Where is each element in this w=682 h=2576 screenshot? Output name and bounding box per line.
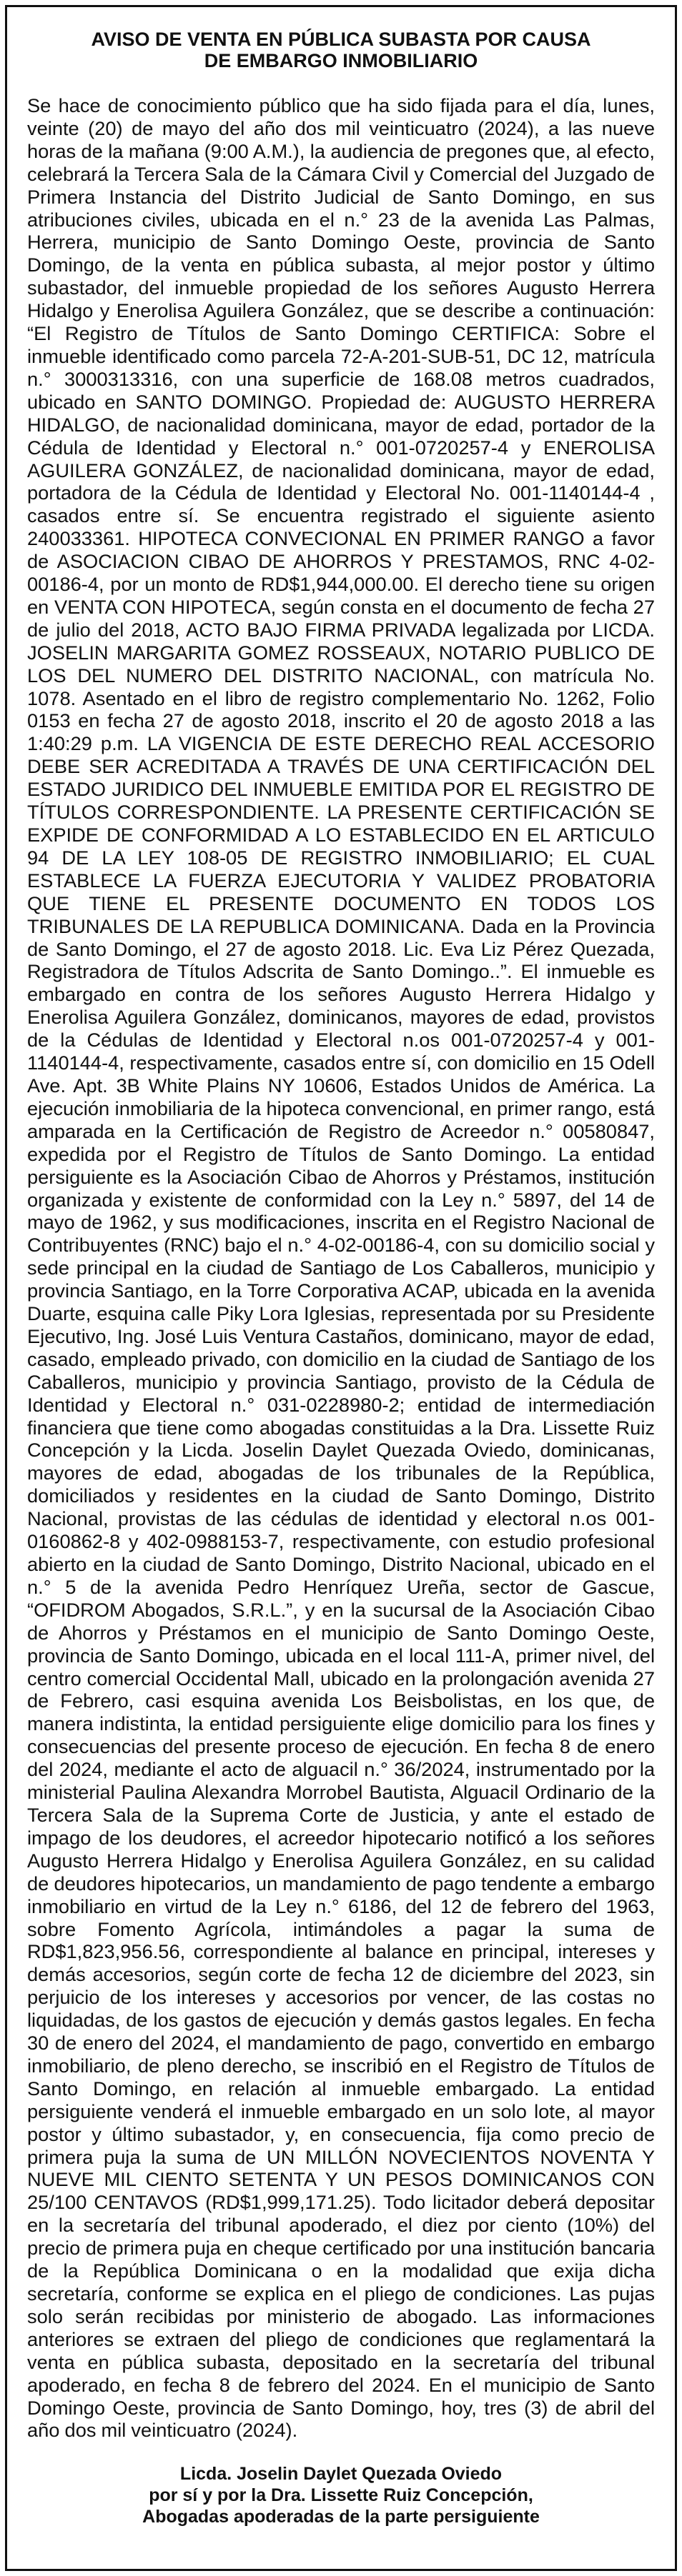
notice-body-text: Se hace de conocimiento público que ha sido fijada para el día, lunes, veinte (20) de mayo del año dos mil veinticuatro (2024), a las nueve horas de la mañana (9:00 A.M.), la audiencia de pregones que, al efecto, celebrará la Tercera Sala de la Cámara Civil y Comercial del Juzgado de Primera Instancia del Distrito Judicial de Santo Domingo, en sus atribuciones civiles, ubicada en el n.° 23 de la avenida Las Palmas, Herrera, municipio de Santo Domingo Oeste, provincia de Santo Domingo, de la venta en pública subasta, al mejor postor y último subastador, del inmueble propiedad de los señores Augusto Herrera Hidalgo y Enerolisa Aguilera González, que se describe a continuación: “El Registro de Títulos de Santo Domingo CERTIFICA: Sobre el inmueble identificado como parcela 72-A-201-SUB-51, DC 12, matrícula n.° 3000313316, con una superficie de 168.08 metros cuadrados, ubicado en SANTO DOMINGO. Propiedad de: AUGUSTO HERRERA HIDALGO, de nacionalidad dominicana, mayor de edad, portador de la Cédula de Identidad y Electoral n.° 001-0720257-4 y ENEROLISA AGUILERA GONZÁLEZ, de nacionalidad dominicana, mayor de edad, portadora de la Cédula de Identidad y Electoral No. 001-1140144-4 , casados entre sí. Se encuentra registrado el siguiente asiento 240033361. HIPOTECA CONVECIONAL EN PRIMER RANGO a favor de ASOCIACION CIBAO DE AHORROS Y PRESTAMOS, RNC 4-02-00186-4, por un monto de RD$1,944,000.00. El derecho tiene su origen en VENTA CON HIPOTECA, según consta en el documento de fecha 27 de julio del 2018, ACTO BAJO FIRMA PRIVADA legalizada por LICDA. JOSELIN MARGARITA GOMEZ ROSSEAUX, NOTARIO PUBLICO DE LOS DEL NUMERO DEL DISTRITO NACIONAL, con matrícula No. 1078. Asentado en el libro de registro complementario No. 1262, Folio 0153 en fecha 27 de agosto 2018, inscrito el 20 de agosto 2018 a las 1:40:29 p.m. LA VIGENCIA DE ESTE DERECHO REAL ACCESORIO DEBE SER ACREDITADA A TRAVÉS DE UNA CERTIFICACIÓN DEL ESTADO JURIDICO DEL INMUEBLE EMITIDA POR EL REGISTRO DE TÍTULOS CORRESPONDIENTE. LA PRESENTE CERTIFICACIÓN SE EXPIDE DE CONFORMIDAD A LO ESTABLECIDO EN EL ARTICULO 94 DE LA LEY 108-05 DE REGISTRO INMOBILIARIO; EL CUAL ESTABLECE LA FUERZA EJECUTORIA Y VALIDEZ PROBATORIA QUE TIENE EL PRESENTE DOCUMENTO EN TODOS LOS TRIBUNALES DE LA REPUBLICA DOMINICANA. Dada en la Provincia de Santo Domingo, el 27 de agosto 2018. Lic. Eva Liz Pérez Quezada, Registradora de Títulos Adscrita de Santo Domingo..”. El inmueble es embargado en contra de los señores Augusto Herrera Hidalgo y Enerolisa Aguilera González, dominicanos, mayores de edad, provistos de la Cédulas de Identidad y Electoral n.os 001-0720257-4 y 001-1140144-4, respectivamente, casados entre sí, con domicilio en 15 Odell Ave. Apt. 3B White Plains NY 10606, Estados Unidos de América. La ejecución inmobiliaria de la hipoteca convencional, en primer rango, está amparada en la Certificación de Registro de Acreedor n.° 00580847, expedida por el Registro de Títulos de Santo Domingo. La entidad persiguiente es la Asociación Cibao de Ahorros y Préstamos, institución organizada y existente de conformidad con la Ley n.° 5897, del 14 de mayo de 1962, y sus modificaciones, inscrita en el Registro Nacional de Contribuyentes (RNC) bajo el n.° 4-02-00186-4, con su domicilio social y sede principal en la ciudad de Santiago de Los Caballeros, municipio y provincia Santiago, en la Torre Corporativa ACAP, ubicada en la avenida Duarte, esquina calle Piky Lora Iglesias, representada por su Presidente Ejecutivo, Ing. José Luis Ventura Castaños, dominicano, mayor de edad, casado, empleado privado, con domicilio en la ciudad de Santiago de los Caballeros, municipio y provincia Santiago, provisto de la Cédula de Identidad y Electoral n.° 031-0228980-2; entidad de intermediación financiera que tiene como abogadas constituidas a la Dra. Lissette Ruiz Concepción y la Licda. Joselin Daylet Quezada Oviedo, dominicanas, mayores de edad, abogadas de los tribunales de la República, domiciliados y residentes en la ciudad de Santo Domingo, Distrito Nacional, provistas de las cédulas de identidad y electoral n.os 001-0160862-8 y 402-0988153-7, respectivamente, con estudio profesional abierto en la ciudad de Santo Domingo, Distrito Nacional, ubicado en el n.° 5 de la avenida Pedro Henríquez Ureña, sector de Gascue, “OFIDROM Abogados, S.R.L.”, y en la sucursal de la Asociación Cibao de Ahorros y Préstamos en el municipio de Santo Domingo Oeste, provincia de Santo Domingo, ubicada en el local 111-A, primer nivel, del centro comercial Occidental Mall, ubicado en la prolongación avenida 27 de Febrero, casi esquina avenida Los Beisbolistas, en los que, de manera indistinta, la entidad persiguiente elige domicilio para los fines y consecuencias del presente proceso de ejecución. En fecha 8 de enero del 2024, mediante el acto de alguacil n.° 36/2024, instrumentado por la ministerial Paulina Alexandra Morrobel Bautista, Alguacil Ordinario de la Tercera Sala de la Suprema Corte de Justicia, y ante el estado de impago de los deudores, el acreedor hipotecario notificó a los señores Augusto Herrera Hidalgo y Enerolisa Aguilera González, en su calidad de deudores hipotecarios, un mandamiento de pago tendente a embargo inmobiliario en virtud de la Ley n.° 6186, del 12 de febrero del 1963, sobre Fomento Agrícola, intimándoles a pagar la suma de RD$1,823,956.56, correspondiente al balance en principal, intereses y demás accesorios, según corte de fecha 12 de diciembre del 2023, sin perjuicio de los intereses y accesorios por vencer, de las costas no liquidadas, de los gastos de ejecución y demás gastos legales. En fecha 30 de enero del 2024, el mandamiento de pago, convertido en embargo inmobiliario, de pleno derecho, se inscribió en el Registro de Títulos de Santo Domingo, en relación al inmueble embargado. La entidad persiguiente venderá el inmueble embargado en un solo lote, al mayor postor y último subastador, y, en consecuencia, fija como precio de primera puja la suma de UN MILLÓN NOVECIENTOS NOVENTA Y NUEVE MIL CIENTO SETENTA Y UN PESOS DOMINICANOS CON 25/100 CENTAVOS (RD$1,999,171.25). Todo licitador deberá depositar en la secretaría del tribunal apoderado, el diez por ciento (10%) del precio de primera puja en cheque certificado por una institución bancaria de la República Dominicana o en la modalidad que exija dicha secretaría, conforme se explica en el pliego de condiciones. Las pujas solo serán recibidas por ministerio de abogado. Las informaciones anteriores se extraen del pliego de condiciones que reglamentará la venta en pública subasta, depositado en la secretaría del tribunal apoderado, en fecha 8 de febrero del 2024. En el municipio de Santo Domingo Oeste, provincia de Santo Domingo, hoy, tres (3) de abril del año dos mil veinticuatro (2024). (27, 94, 655, 2442)
notice-title-line-1: AVISO DE VENTA EN PÚBLICA SUBASTA POR CAUSA (91, 29, 591, 50)
notice-frame (5, 5, 677, 2571)
notice-title-line-2: DE EMBARGO INMOBILIARIO (204, 50, 478, 71)
notice-title (27, 29, 655, 71)
signature-line-3: Abogadas apoderadas de la parte persiguiente (142, 2507, 540, 2527)
signature-line-1: Licda. Joselin Daylet Quezada Oviedo (179, 2464, 503, 2485)
signature-line-2: por sí y por la Dra. Lissette Ruiz Concepción, (149, 2485, 533, 2506)
signature-block (27, 2463, 655, 2527)
